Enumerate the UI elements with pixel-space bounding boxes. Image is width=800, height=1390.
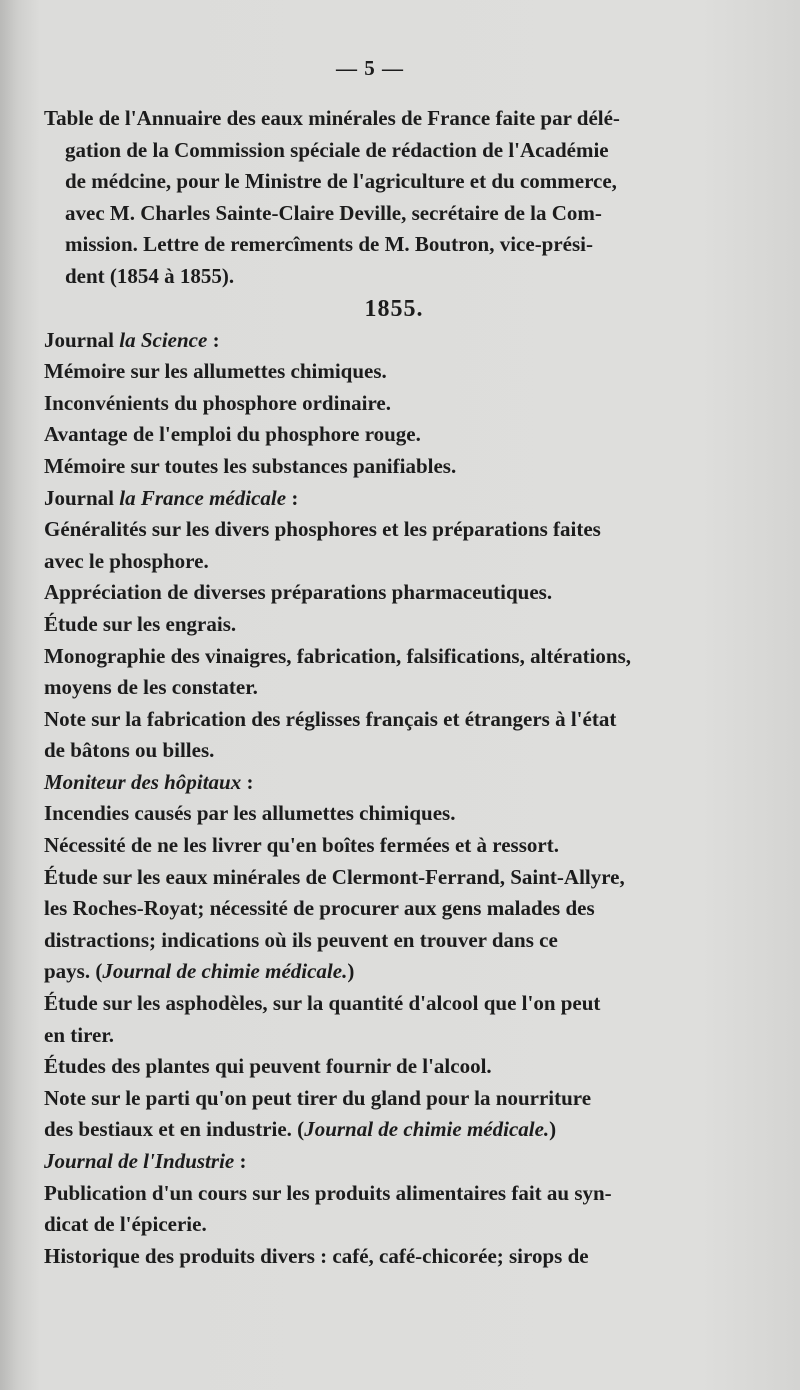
intro-line: Table de l'Annuaire des eaux minérales de France faite par délé- <box>44 106 620 130</box>
journal-prefix: Journal <box>44 327 120 352</box>
line-text: ) <box>347 959 355 984</box>
list-item: Inconvénients du phosphore ordinaire. <box>44 390 391 415</box>
journal-citation: Journal de chimie médicale. <box>304 1117 550 1142</box>
list-item: Nécessité de ne les livrer qu'en boîtes fermées et à ressort. <box>44 833 559 858</box>
line: Publication d'un cours sur les produits alimentaires fait au syn- <box>44 1180 612 1205</box>
line: Étude sur les eaux minérales de Clermont-Ferrand, Saint-Allyre, <box>44 864 625 889</box>
list-item <box>44 514 694 577</box>
list-item <box>44 988 694 1051</box>
line: dicat de l'épicerie. <box>44 1212 207 1237</box>
line <box>44 1114 694 1146</box>
line: de bâtons ou billes. <box>44 738 215 763</box>
journal-name: la France médicale <box>119 485 287 510</box>
line: Généralités sur les divers phosphores et les préparations faites <box>44 517 601 542</box>
list-item <box>44 862 694 988</box>
text-block <box>44 103 694 1272</box>
list-item: Études des plantes qui peuvent fournir de l'alcool. <box>44 1054 492 1079</box>
line-text: pays. ( <box>44 959 103 984</box>
list-item: Historique des produits divers : café, café-chicorée; sirops de <box>44 1243 589 1268</box>
list-item <box>44 1178 694 1241</box>
line-text: des bestiaux et en industrie. ( <box>44 1117 305 1142</box>
year-heading: 1855. <box>364 295 424 322</box>
line: Note sur le parti qu'on peut tirer du gland pour la nourriture <box>44 1085 592 1110</box>
line: les Roches-Royat; nécessité de procurer aux gens malades des <box>44 896 595 921</box>
journal-name: Journal de l'Industrie <box>44 1149 235 1173</box>
line: distractions; indications où ils peuvent en trouver dans ce <box>44 927 558 952</box>
list-item: Appréciation de diverses préparations pharmaceutiques. <box>44 580 553 605</box>
intro-line: de médcine, pour le Ministre de l'agriculture et du commerce, <box>65 169 617 194</box>
line: en tirer. <box>44 1022 114 1047</box>
list-item: Mémoire sur toutes les substances panifiables. <box>44 453 457 478</box>
line: Monographie des vinaigres, fabrication, falsifications, altérations, <box>44 643 632 668</box>
list-item <box>44 704 694 767</box>
intro-line: avec M. Charles Sainte-Claire Deville, secrétaire de la Com- <box>65 200 602 225</box>
journal-name: Moniteur des hôpitaux <box>44 769 242 794</box>
line: Note sur la fabrication des réglisses français et étrangers à l'état <box>44 706 617 731</box>
intro-line: dent (1854 à 1855). <box>65 263 235 288</box>
journal-heading <box>44 483 694 515</box>
intro-line: mission. Lettre de remercîments de M. Boutron, vice-prési- <box>65 232 594 257</box>
journal-suffix: : <box>207 327 220 352</box>
journal-suffix: : <box>241 769 254 794</box>
journal-suffix: : <box>234 1149 247 1173</box>
journal-heading <box>44 325 694 357</box>
line: moyens de les constater. <box>44 675 258 700</box>
list-item <box>44 641 694 704</box>
list-item: Avantage de l'emploi du phosphore rouge. <box>44 422 421 447</box>
journal-prefix: Journal <box>44 485 120 510</box>
intro-line: gation de la Commission spéciale de rédaction de l'Académie <box>65 137 609 162</box>
list-item: Mémoire sur les allumettes chimiques. <box>44 359 387 384</box>
journal-name: la Science <box>119 327 208 352</box>
intro-paragraph <box>44 103 694 293</box>
line <box>44 956 694 988</box>
page-number: — 5 — <box>336 56 404 80</box>
line-text: ) <box>549 1117 557 1142</box>
list-item <box>44 1083 694 1146</box>
journal-heading <box>44 767 694 799</box>
journal-heading <box>44 1146 694 1178</box>
journal-suffix: : <box>286 485 299 510</box>
line: avec le phosphore. <box>44 548 209 573</box>
line: Étude sur les asphodèles, sur la quantité d'alcool que l'on peut <box>44 991 601 1016</box>
list-item: Étude sur les engrais. <box>44 611 237 636</box>
journal-citation: Journal de chimie médicale. <box>102 959 348 984</box>
list-item: Incendies causés par les allumettes chimiques. <box>44 801 456 826</box>
